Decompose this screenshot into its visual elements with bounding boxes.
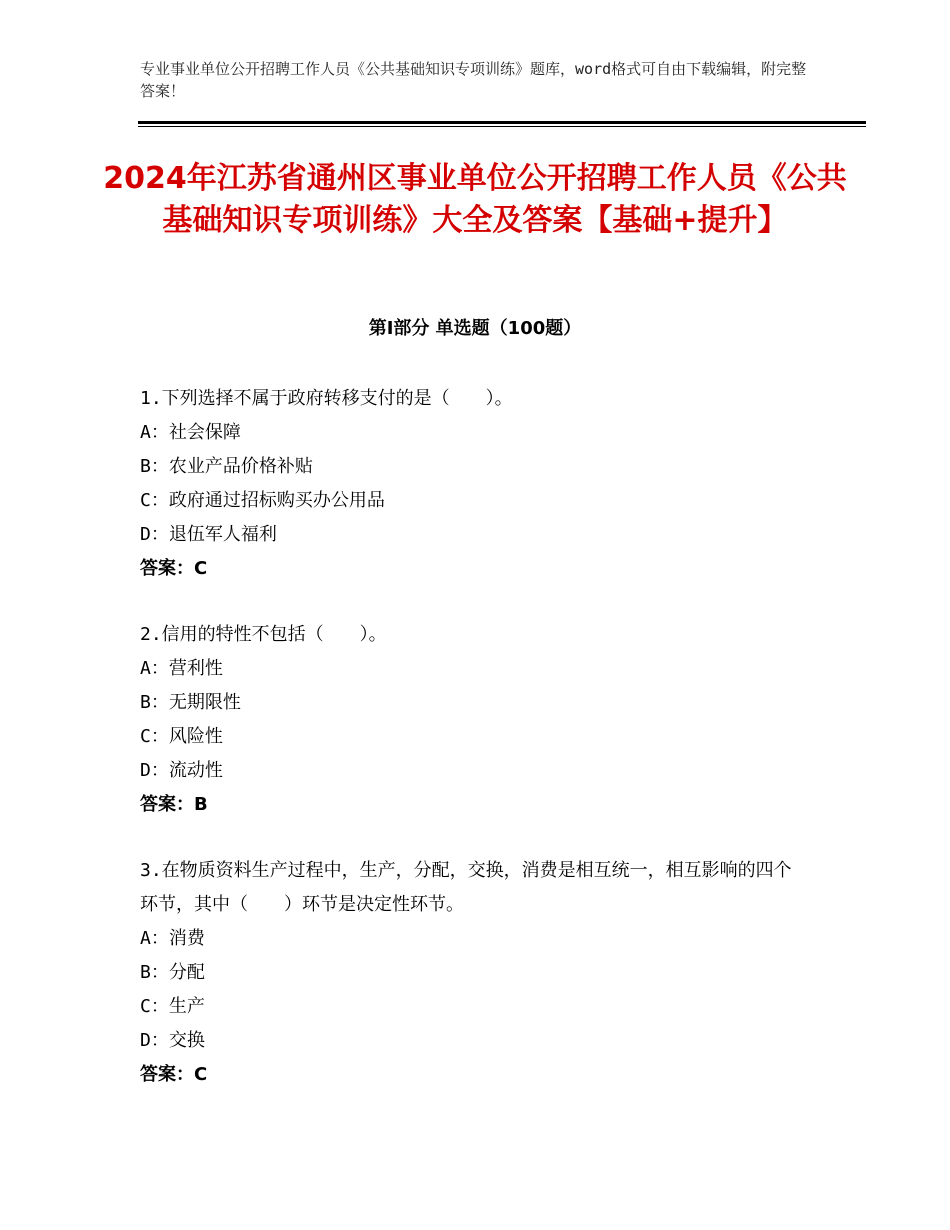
- document-title: 2024年江苏省通州区事业单位公开招聘工作人员《公共基础知识专项训练》大全及答案【基础+提升】: [103, 161, 847, 238]
- answer: 答案：C: [140, 558, 208, 579]
- question-stem: 1.下列选择不属于政府转移支付的是（ ）。: [140, 388, 513, 409]
- answer: 答案：B: [140, 794, 208, 815]
- option-c: C：风险性: [140, 726, 223, 747]
- header-rule-thick: [138, 121, 866, 124]
- question-2: [140, 618, 800, 822]
- question-1: [140, 382, 800, 586]
- option-a: A：消费: [140, 928, 205, 949]
- question-list: [140, 382, 800, 1124]
- option-a: A：社会保障: [140, 422, 241, 443]
- option-d: D：退伍军人福利: [140, 524, 277, 545]
- question-3: [140, 854, 800, 1092]
- option-c: C：政府通过招标购买办公用品: [140, 490, 385, 511]
- header-note: 专业事业单位公开招聘工作人员《公共基础知识专项训练》题库，word格式可自由下载编辑，附完整答案！: [140, 60, 807, 100]
- answer: 答案：C: [140, 1064, 208, 1085]
- option-c: C：生产: [140, 996, 205, 1017]
- section-title: 第Ⅰ部分 单选题（100题）: [368, 318, 582, 339]
- question-stem: 2.信用的特性不包括（ ）。: [140, 624, 387, 645]
- question-stem: 3.在物质资料生产过程中，生产，分配，交换，消费是相互统一，相互影响的四个环节，其中（ ）环节是决定性环节。: [140, 860, 792, 915]
- option-b: B：农业产品价格补贴: [140, 456, 313, 477]
- header-rule-thin: [138, 126, 866, 127]
- option-d: D：流动性: [140, 760, 223, 781]
- option-b: B：分配: [140, 962, 205, 983]
- option-b: B：无期限性: [140, 692, 241, 713]
- option-d: D：交换: [140, 1030, 205, 1051]
- option-a: A：营利性: [140, 658, 223, 679]
